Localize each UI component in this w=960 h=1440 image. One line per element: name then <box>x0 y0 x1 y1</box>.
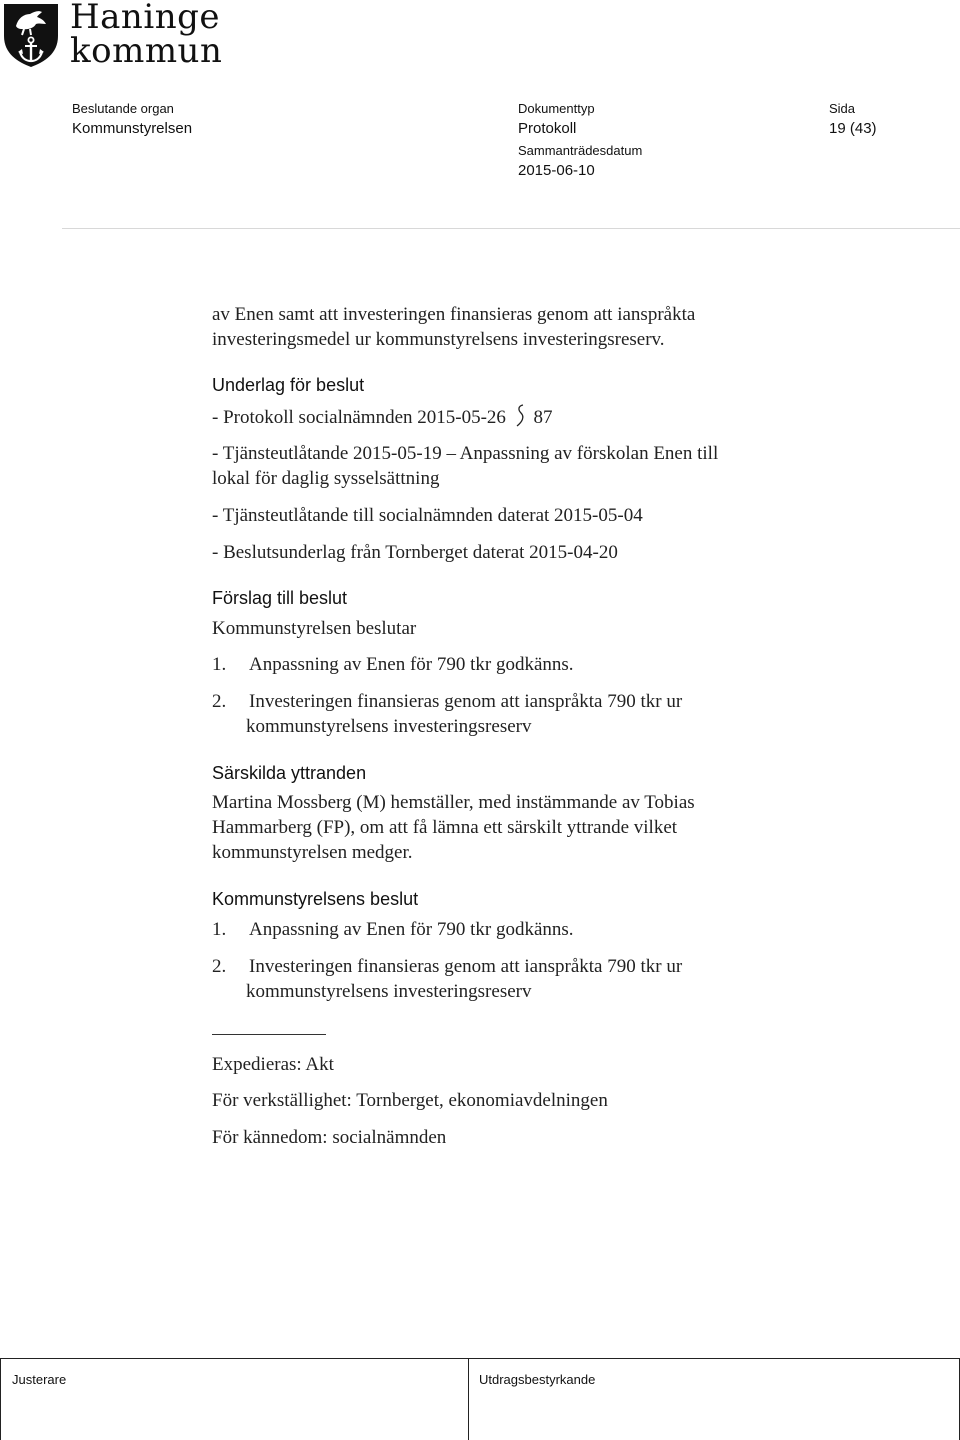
underlag-item-2-line-2: lokal för daglig sysselsättning <box>212 468 440 489</box>
underlag-item-2-line-1: - Tjänsteutlåtande 2015-05-19 – Anpassning av förskolan Enen till <box>212 443 719 464</box>
doctype-block <box>518 99 595 139</box>
utdragsbestyrkande-label: Utdragsbestyrkande <box>479 1372 596 1387</box>
sarskilda-line-2: Hammarberg (FP), om att få lämna ett särskilt yttrande vilket <box>212 817 678 838</box>
ks-beslut-item-1 <box>212 917 832 942</box>
municipality-logo-text <box>70 0 223 71</box>
ks-beslut-item-2-line-1: Investeringen finansieras genom att ianspråkta 790 tkr ur <box>249 956 683 977</box>
doctype-label: Dokumenttyp <box>518 101 595 116</box>
meeting-date-label: Sammanträdesdatum <box>518 143 643 158</box>
underlag-item-2 <box>212 441 832 491</box>
forslag-item-2-line-2: kommunstyrelsens investeringsreserv <box>246 716 532 737</box>
footer-divider <box>0 1358 960 1359</box>
sarskilda-line-1: Martina Mossberg (M) hemställer, med instämmande av Tobias <box>212 792 695 813</box>
footer-middle-border <box>468 1358 469 1440</box>
sarskilda-line-3: kommunstyrelsen medger. <box>212 842 413 863</box>
meeting-date-block <box>518 141 642 181</box>
header-divider <box>62 228 960 229</box>
forslag-item-1-text: Anpassning av Enen för 790 tkr godkänns. <box>249 654 574 675</box>
ks-beslut-item-1-text: Anpassning av Enen för 790 tkr godkänns. <box>249 919 574 940</box>
organ-block <box>72 99 192 139</box>
ks-beslut-item-2-number: 2. <box>212 956 227 977</box>
forslag-item-2-line-1: Investeringen finansieras genom att ianspråkta 790 tkr ur <box>249 691 683 712</box>
forslag-item-2 <box>212 689 832 739</box>
underlag-item-1-paragraph: 87 <box>533 407 553 428</box>
underlag-heading: Underlag för beslut <box>212 375 365 395</box>
doctype-value: Protokoll <box>518 120 577 137</box>
ks-beslut-item-2 <box>212 954 832 1004</box>
intro-paragraph <box>212 302 832 352</box>
justerare-label: Justerare <box>12 1372 67 1387</box>
underlag-item-3: - Tjänsteutlåtande till socialnämnden daterat 2015-05-04 <box>212 505 643 526</box>
underlag-item-1-text: - Protokoll socialnämnden 2015-05-26 <box>212 407 506 428</box>
forslag-item-2-number: 2. <box>212 691 227 712</box>
organ-value: Kommunstyrelsen <box>72 120 193 137</box>
kannedom-line: För kännedom: socialnämnden <box>212 1127 447 1148</box>
intro-line-1: av Enen samt att investeringen finansieras genom att ianspråkta <box>212 304 696 325</box>
separator-line <box>212 1034 326 1035</box>
ks-beslut-item-2-line-2: kommunstyrelsens investeringsreserv <box>246 981 532 1002</box>
sarskilda-paragraph <box>212 790 832 865</box>
forslag-item-1 <box>212 652 832 677</box>
section-sign-icon <box>511 404 529 430</box>
organ-label: Beslutande organ <box>72 101 174 116</box>
page-number: 19 (43) <box>829 120 877 137</box>
underlag-item-1 <box>212 404 832 430</box>
logo-line-1: Haninge <box>70 0 220 37</box>
expedieras-line: Expedieras: Akt <box>212 1054 334 1075</box>
ks-beslut-item-1-number: 1. <box>212 919 227 940</box>
logo-line-2: kommun <box>70 31 223 71</box>
forslag-item-1-number: 1. <box>212 654 227 675</box>
sarskilda-heading: Särskilda yttranden <box>212 763 367 783</box>
ks-beslut-heading: Kommunstyrelsens beslut <box>212 889 419 909</box>
municipality-coat-of-arms-icon <box>2 2 60 66</box>
forslag-heading: Förslag till beslut <box>212 588 348 608</box>
underlag-item-4: - Beslutsunderlag från Tornberget daterat 2015-04-20 <box>212 542 618 563</box>
page-block <box>829 99 877 139</box>
page-label: Sida <box>829 101 856 116</box>
intro-line-2: investeringsmedel ur kommunstyrelsens investeringsreserv. <box>212 329 665 350</box>
footer-left-border <box>0 1358 1 1440</box>
verkstallighet-line: För verkställighet: Tornberget, ekonomiavdelningen <box>212 1090 608 1111</box>
meeting-date-value: 2015-06-10 <box>518 162 595 179</box>
forslag-intro: Kommunstyrelsen beslutar <box>212 618 417 639</box>
